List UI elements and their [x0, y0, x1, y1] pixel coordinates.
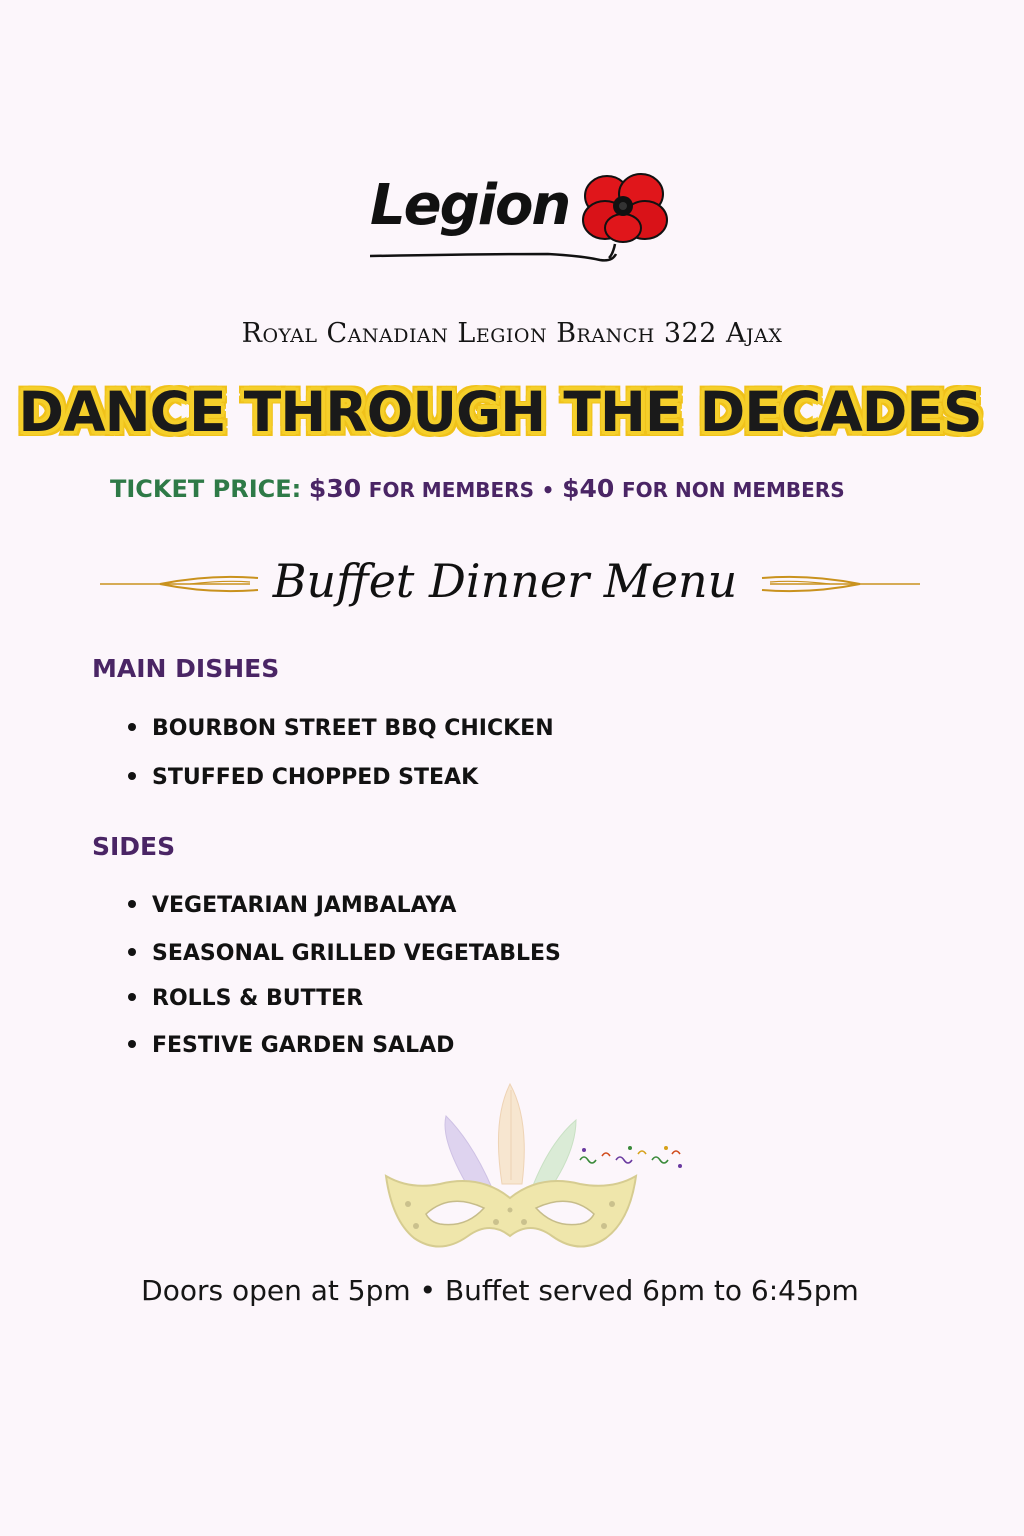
nonmember-note: FOR NON MEMBERS	[622, 478, 845, 502]
menu-heading	[0, 548, 1024, 618]
bullet-icon	[128, 723, 136, 731]
menu-item-label: FESTIVE GARDEN SALAD	[152, 1033, 455, 1058]
section-label-main-dishes: MAIN DISHES	[92, 654, 280, 683]
menu-item-label: STUFFED CHOPPED STEAK	[152, 765, 479, 790]
bullet-icon	[128, 993, 136, 1001]
masquerade-mask-icon	[380, 1080, 700, 1260]
menu-item-label: SEASONAL GRILLED VEGETABLES	[152, 941, 561, 966]
bullet-icon	[128, 1040, 136, 1048]
section-label-sides: SIDES	[92, 832, 176, 861]
price-separator: •	[541, 478, 555, 502]
right-flourish-icon	[760, 568, 920, 598]
event-times: Doors open at 5pm • Buffet served 6pm to 6:45pm	[141, 1274, 859, 1307]
bullet-icon	[128, 900, 136, 908]
legion-logo	[368, 168, 678, 268]
menu-title: Buffet Dinner Menu	[272, 554, 738, 608]
list-item	[128, 893, 456, 918]
list-item	[128, 941, 561, 966]
member-price: $30	[308, 474, 362, 503]
bullet-icon	[128, 772, 136, 780]
list-item	[128, 1033, 454, 1058]
bullet-icon	[128, 948, 136, 956]
menu-item-label: VEGETARIAN JAMBALAYA	[152, 893, 457, 918]
ticket-price-label: TICKET PRICE:	[110, 475, 302, 503]
branch-name: Royal Canadian Legion Branch 322 Ajax	[241, 318, 783, 349]
list-item	[128, 986, 363, 1011]
menu-item-label: ROLLS & BUTTER	[152, 986, 364, 1011]
menu-item-label: BOURBON STREET BBQ CHICKEN	[152, 716, 554, 741]
nonmember-price: $40	[562, 474, 615, 503]
ticket-price-line	[110, 474, 970, 503]
list-item	[128, 716, 554, 741]
logo-wordmark: Legion	[370, 173, 570, 238]
list-item	[128, 765, 478, 790]
event-title: DANCE THROUGH THE DECADES	[18, 380, 982, 444]
poppy-icon	[368, 168, 678, 268]
member-note: FOR MEMBERS	[368, 478, 534, 502]
